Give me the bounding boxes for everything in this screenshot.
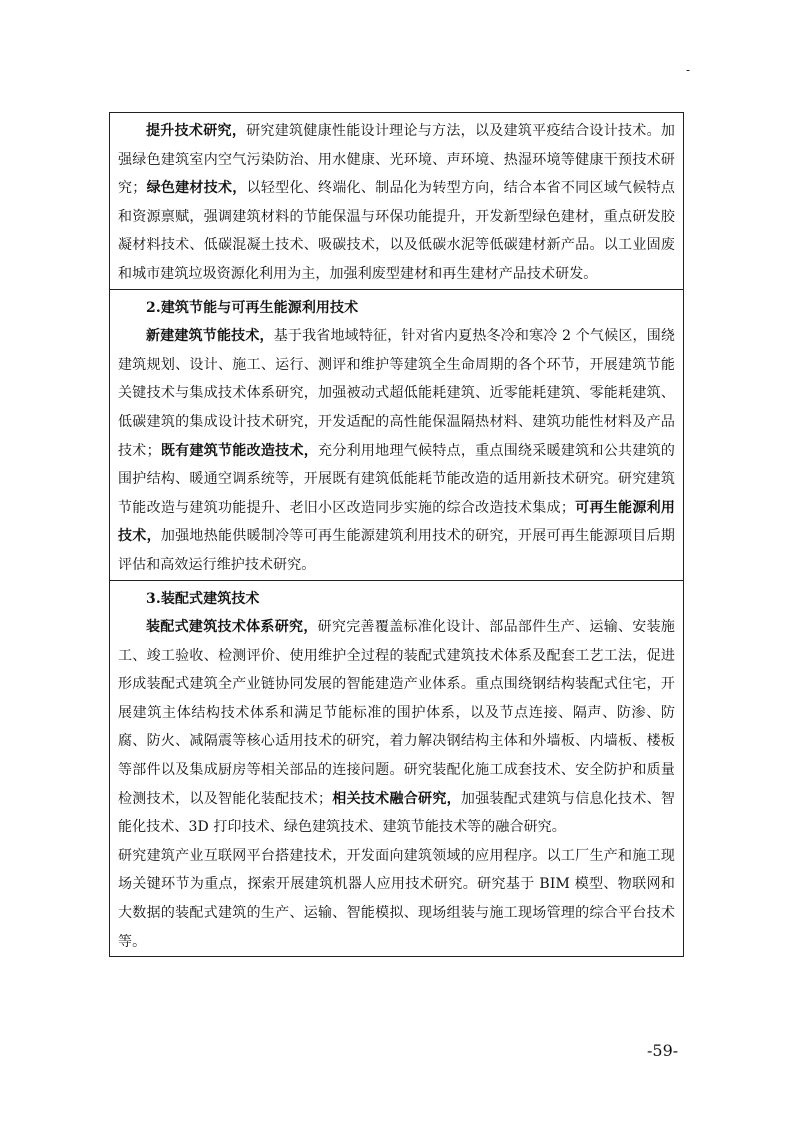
table-row-building-health bbox=[110, 113, 683, 289]
text-run: 研究建筑健康性能设计理论与方法，以及建筑平疫结合设计技术。加强绿色建筑室内空气污染防治、用水健康、光环境、声环境、热湿环境等健康干预技术研究； bbox=[118, 123, 676, 197]
bold-run: 既有建筑节能改造技术， bbox=[160, 442, 319, 459]
section-paragraph bbox=[118, 117, 675, 289]
table-row-prefab-building bbox=[110, 580, 683, 957]
text-run: 研究建筑产业互联网平台搭建技术，开发面向建筑领域的应用程序。以工厂生产和施工现场关键环节为重点，探索开展建筑机器人应用技术研究。研究基于 BIM 模型、物联网和大数据的装配式建筑的生产、运输、智能模拟、现场组装与施工现场管理的综合平台技术等。 bbox=[118, 847, 675, 950]
text-run: 基于我省地域特征，针对省内夏热冬冷和寒冷 2 个气候区，围绕建筑规划、设计、施工、运行、测评和维护等建筑全生命周期的各个环节，开展建筑节能关键技术与集成技术体系研究，加强被动式超低能耗建筑、近零能耗建筑、零能耗建筑、低碳建筑的集成设计技术研究，开发适配的高性能保温隔热材料、建筑功能性材料及产品技术； bbox=[118, 328, 675, 459]
bold-run: 可再生能源利用技术， bbox=[118, 499, 676, 545]
text-run: 研究完善覆盖标准化设计、部品部件生产、运输、安装施工、竣工验收、检测评价、使用维护全过程的装配式建筑技术体系及配套工艺工法，促进形成装配式建筑全产业链协同发展的智能建造产业体系。重点围绕钢结构装配式住宅，开展建筑主体结构技术体系和满足节能标准的围护体系，以及节点连接、隔声、防渗、防腐、防火、减隔震等核心适用技术的研究，着力解决钢结构主体和外墙板、内墙板、楼板等部件以及集成厨房等相关部品的连接问题。研究装配化施工成套技术、安全防护和质量检测技术，以及智能化装配技术； bbox=[118, 619, 676, 807]
text-run: 以轻型化、终端化、制品化为转型方向，结合本省不同区域气候特点和资源禀赋，强调建筑材料的节能保温与环保功能提升，开发新型绿色建材，重点研发胶凝材料技术、低碳混凝土技术、吸碳技术，以及低碳水泥等低碳建材新产品。以工业固废和城市建筑垃圾资源化利用为主，加强利废型建材和再生建材产品技术研发。 bbox=[118, 180, 676, 282]
corner-mark: - bbox=[686, 63, 691, 77]
text-run: 充分利用地理气候特点，重点围绕采暖建筑和公共建筑的围护结构、暖通空调系统等，开展既有建筑低能耗节能改造的适用新技术研究。研究建筑节能改造与建筑功能提升、老旧小区改造同步实施的综合改造技术集成； bbox=[118, 442, 675, 516]
page-number: -59- bbox=[647, 1041, 679, 1060]
bold-run: 新建建筑节能技术， bbox=[146, 328, 274, 345]
bold-run: 装配式建筑技术体系研究， bbox=[146, 619, 318, 636]
section-paragraph bbox=[118, 613, 675, 842]
section-title: 2.建筑节能与可再生能源利用技术 bbox=[146, 299, 359, 316]
text-run: 加强地热能供暖制冷等可再生能源建筑利用技术的研究，开展可再生能源项目后期评估和高效运行维护技术研究。 bbox=[118, 528, 675, 573]
bold-run: 提升技术研究， bbox=[146, 123, 247, 139]
content-table bbox=[109, 112, 684, 957]
bold-run: 相关技术融合研究， bbox=[332, 790, 461, 807]
section-title: 3.装配式建筑技术 bbox=[146, 590, 260, 607]
text-run: 加强装配式建筑与信息化技术、智能化技术、3D 打印技术、绿色建筑技术、建筑节能技术等的融合研究。 bbox=[118, 790, 676, 836]
section-paragraph bbox=[118, 322, 675, 579]
table-row-energy-saving bbox=[110, 289, 683, 580]
bold-run: 绿色建材技术， bbox=[146, 180, 247, 197]
section-paragraph bbox=[118, 842, 675, 956]
